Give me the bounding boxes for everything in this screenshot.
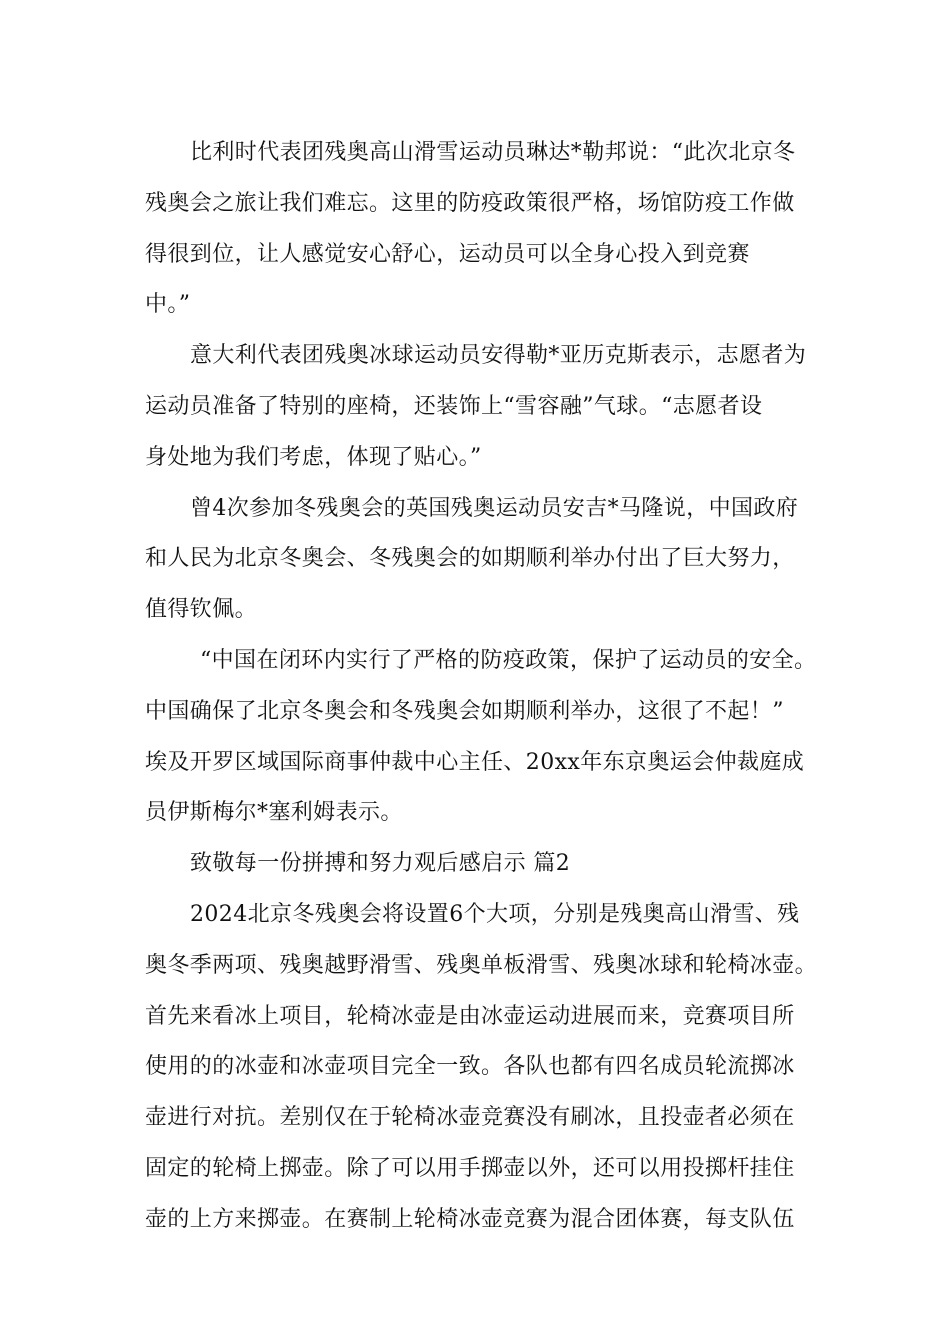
text-line: 固定的轮椅上掷壶。除了可以用手掷壶以外，还可以用投掷杆挂住 — [145, 1156, 795, 1181]
text-line: 运动员准备了特别的座椅，还装饰上“雪容融”气球。“志愿者设 — [145, 394, 763, 419]
text-line: 值得钦佩。 — [145, 597, 258, 623]
text-line: 和人民为北京冬奥会、冬残奥会的如期顺利举办付出了巨大努力， — [145, 546, 795, 572]
text-line: 比利时代表团残奥高山滑雪运动员琳达*勒邦说：“此次北京冬 — [190, 140, 796, 165]
text-line: “中国在闭环内实行了严格的防疫政策，保护了运动员的安全。 — [200, 648, 817, 673]
text-line: 得很到位，让人感觉安心舒心，运动员可以全身心投入到竞赛 — [145, 241, 750, 267]
text-line: 2024北京冬残奥会将设置6个大项，分别是残奥高山滑雪、残 — [190, 902, 800, 927]
text-line: 意大利代表团残奥冰球运动员安得勒*亚历克斯表示，志愿者为 — [190, 343, 807, 369]
text-line: 残奥会之旅让我们难忘。这里的防疫政策很严格，场馆防疫工作做 — [145, 190, 795, 216]
text-line: 首先来看冰上项目，轮椅冰壶是由冰壶运动进展而来，竞赛项目所 — [145, 1003, 795, 1029]
text-line: 员伊斯梅尔*塞利姆表示。 — [145, 800, 403, 826]
text-line: 埃及开罗区域国际商事仲裁中心主任、20xx年东京奥运会仲裁庭成 — [145, 749, 805, 775]
text-line: 身处地为我们考虑，体现了贴心。” — [145, 444, 482, 470]
text-line: 中。” — [145, 292, 191, 318]
text-line: 致敬每一份拼搏和努力观后感启示 篇2 — [190, 851, 571, 877]
text-line: 壶进行对抗。差别仅在于轮椅冰壶竞赛没有刷冰，且投壶者必须在 — [145, 1105, 795, 1131]
text-line: 壶的上方来掷壶。在赛制上轮椅冰壶竞赛为混合团体赛，每支队伍 — [145, 1206, 795, 1232]
text-line: 曾4次参加冬残奥会的英国残奥运动员安吉*马隆说，中国政府 — [190, 495, 799, 521]
text-line: 中国确保了北京冬奥会和冬残奥会如期顺利举办，这很了不起！” — [145, 698, 784, 724]
text-line: 奥冬季两项、残奥越野滑雪、残奥单板滑雪、残奥冰球和轮椅冰壶。 — [145, 952, 818, 978]
text-line: 使用的的冰壶和冰壶项目完全一致。各队也都有四名成员轮流掷冰 — [145, 1054, 795, 1080]
